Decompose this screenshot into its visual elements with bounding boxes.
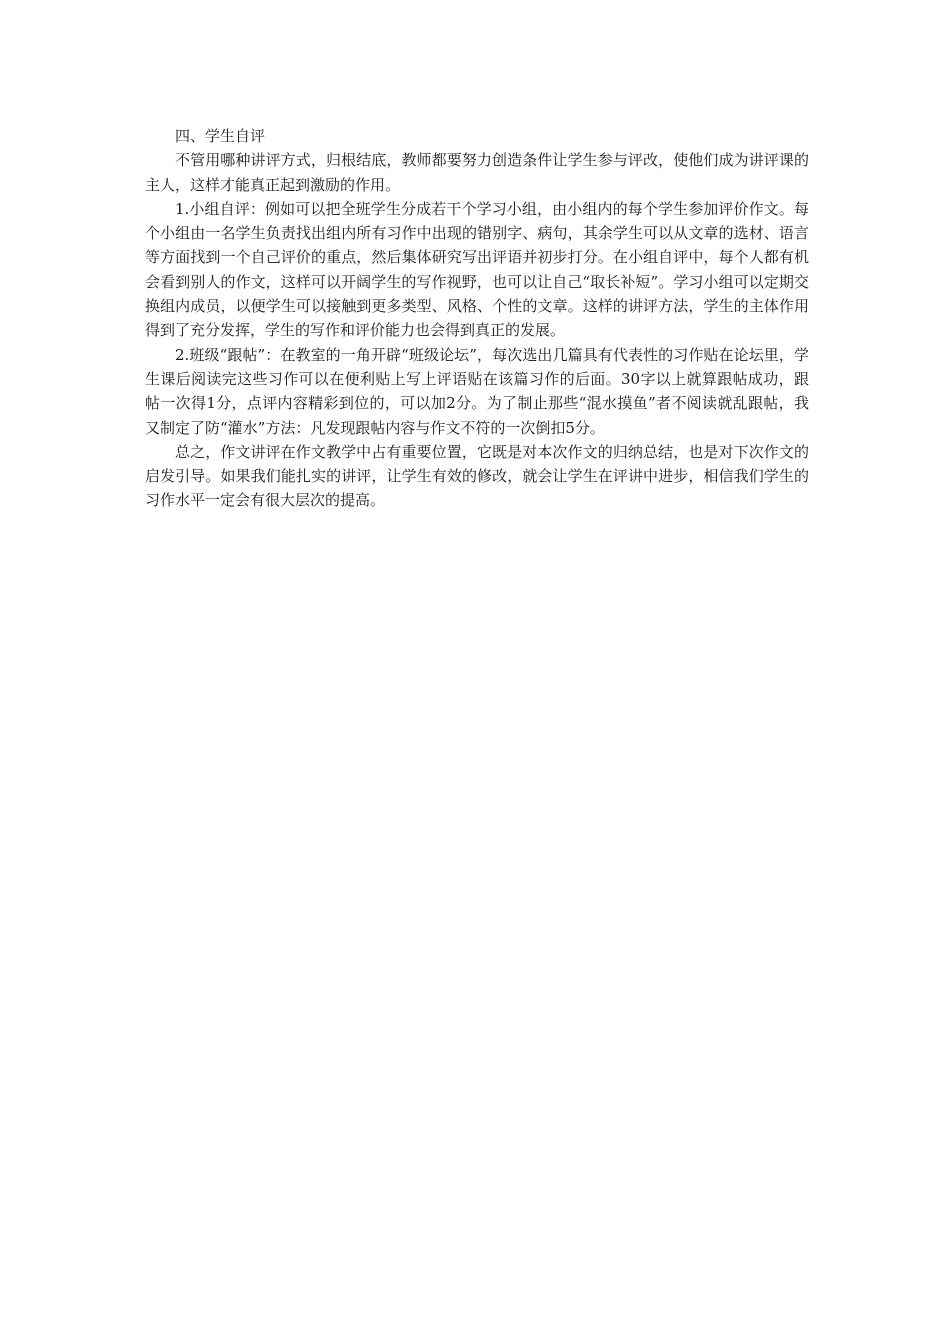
section-heading: 四、学生自评 [175, 127, 266, 145]
paragraph-class-forum: 2.班级“跟帖”：在教室的一角开辟“班级论坛”，每次选出几篇具有代表性的习作贴在论坛里，学生课后阅读完这些习作可以在便利贴上写上评语贴在该篇习作的后面。30字以上就算跟帖成功，跟帖一次得1分，点评内容精彩到位的，可以加2分。为了制止那些“混水摸鱼”者不阅读就乱跟帖，我又制定了防“灌水”方法：凡发现跟帖内容与作文不符的一次倒扣5分。 [145, 345, 809, 437]
paragraph-conclusion: 总之，作文讲评在作文教学中占有重要位置，它既是对本次作文的归纳总结，也是对下次作文的启发引导。如果我们能扎实的讲评，让学生有效的修改，就会让学生在评讲中进步，相信我们学生的习作水平一定会有很大层次的提高。 [145, 442, 809, 510]
paragraph-group-review: 1.小组自评：例如可以把全班学生分成若干个学习小组，由小组内的每个学生参加评价作文。每个小组由一名学生负责找出组内所有习作中出现的错别字、病句，其余学生可以从文章的选材、语言等方面找到一个自己评价的重点，然后集体研究写出评语并初步打分。在小组自评中，每个人都有机会看到别人的作文，这样可以开阔学生的写作视野，也可以让自己“取长补短”。学习小组可以定期交换组内成员，以便学生可以接触到更多类型、风格、个性的文章。这样的讲评方法，学生的主体作用得到了充分发挥，学生的写作和评价能力也会得到真正的发展。 [145, 199, 809, 340]
paragraph-intro: 不管用哪种讲评方式，归根结底，教师都要努力创造条件让学生参与评改，使他们成为讲评课的主人，这样才能真正起到激励的作用。 [145, 151, 809, 194]
document-page [145, 124, 809, 513]
